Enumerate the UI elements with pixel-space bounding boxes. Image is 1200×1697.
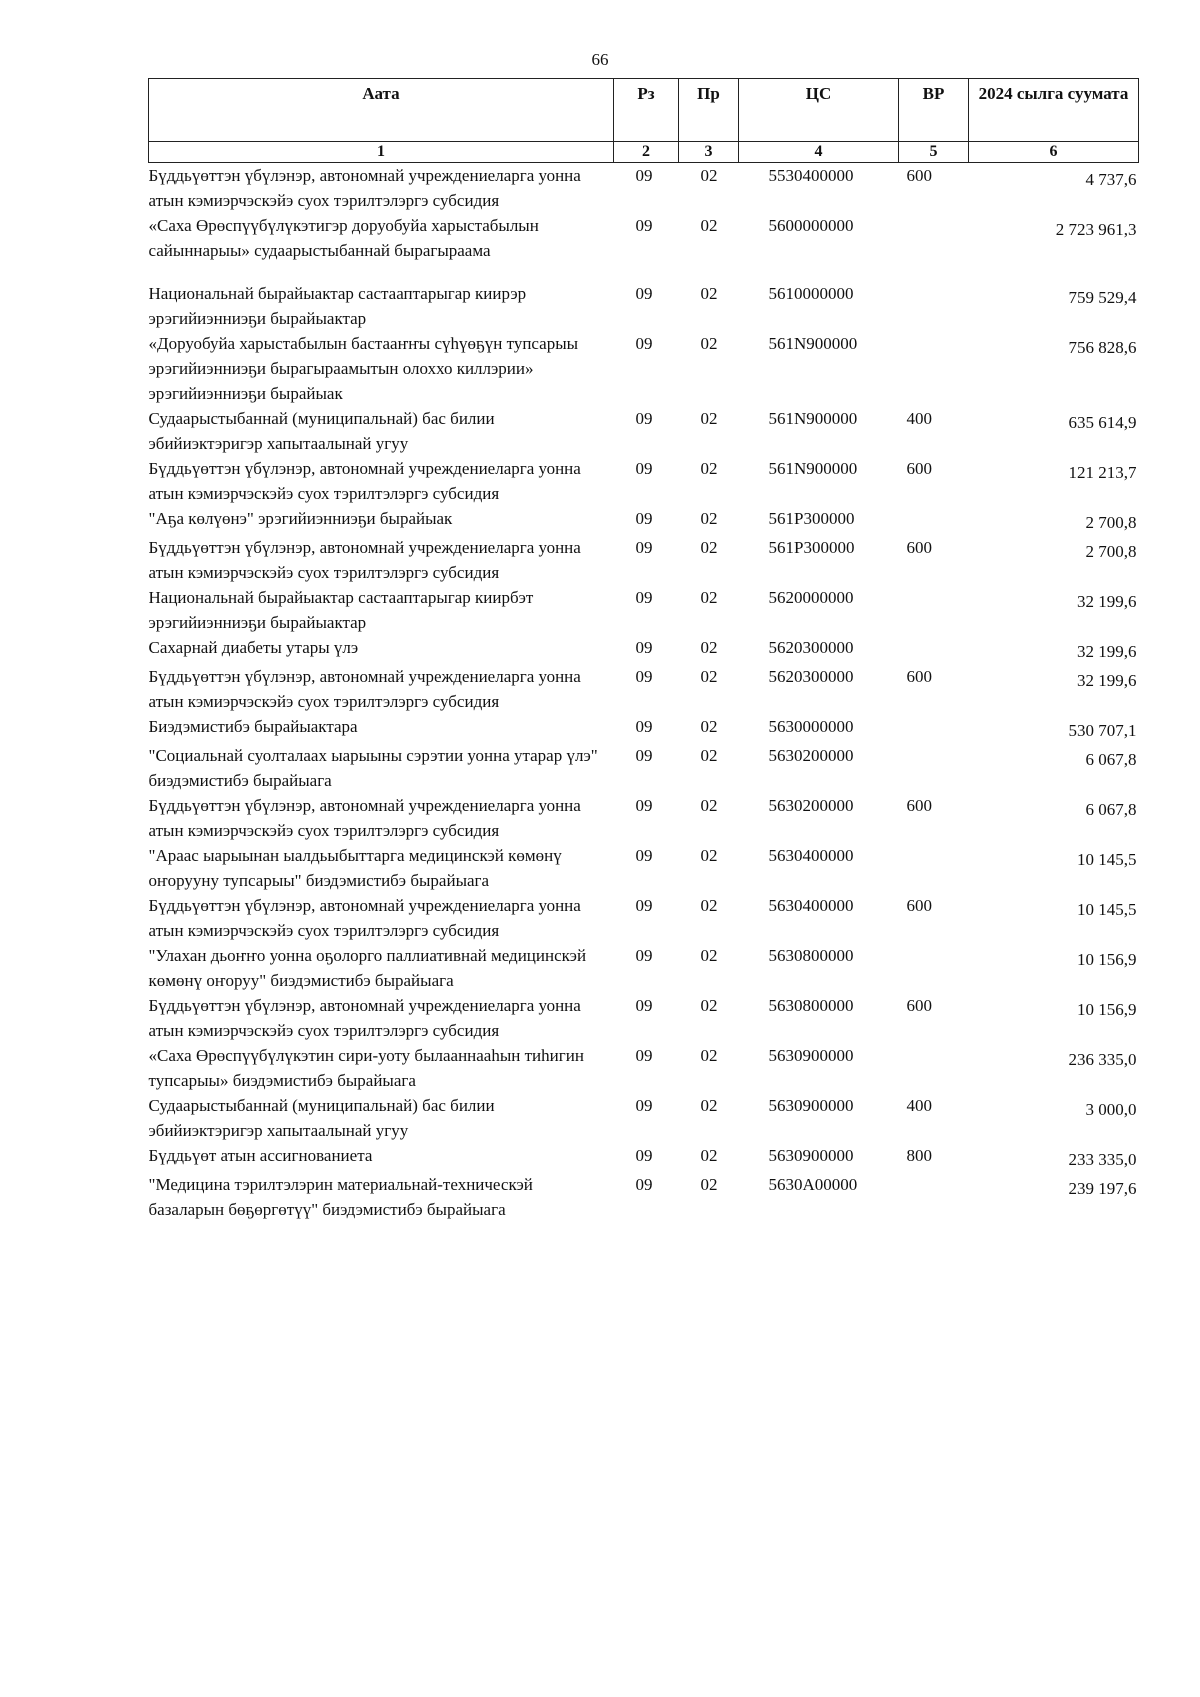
column-number: 4 bbox=[739, 142, 899, 163]
row-amount: 32 199,6 bbox=[1077, 670, 1137, 690]
row-name: «Саха Өрөспүүбүлүкэтин сири-уоту былааннааһын тиһигин тупсарыы» биэдэмистибэ бырайыага bbox=[148, 1045, 584, 1090]
row-rz: 09 bbox=[635, 283, 653, 303]
row-cs: 5620300000 bbox=[768, 666, 854, 686]
row-cs: 5630000000 bbox=[768, 716, 854, 736]
column-number: 6 bbox=[969, 142, 1139, 163]
row-pr: 02 bbox=[700, 408, 718, 428]
row-rz: 09 bbox=[635, 716, 653, 736]
row-amount: 2 700,8 bbox=[1085, 541, 1137, 561]
row-amount: 635 614,9 bbox=[1068, 412, 1137, 432]
row-amount: 3 000,0 bbox=[1085, 1099, 1137, 1119]
table-row bbox=[149, 893, 1139, 943]
row-rz: 09 bbox=[635, 537, 653, 557]
row-amount: 121 213,7 bbox=[1068, 462, 1137, 482]
row-pr: 02 bbox=[700, 666, 718, 686]
row-cs: 5610000000 bbox=[768, 283, 854, 303]
row-cs: 561P300000 bbox=[768, 537, 855, 557]
row-vr bbox=[899, 213, 969, 281]
row-pr: 02 bbox=[700, 587, 718, 607]
row-rz: 09 bbox=[635, 745, 653, 765]
header-pr: Пр bbox=[679, 79, 739, 142]
row-rz: 09 bbox=[635, 408, 653, 428]
table-row bbox=[149, 943, 1139, 993]
row-pr: 02 bbox=[700, 537, 718, 557]
row-name: Бүддьүөттэн үбүлэнэр, автономнай учреждениеларга уонна атын кэмиэрчэскэйэ суох тэрилтэлэргэ субсидия bbox=[148, 537, 581, 582]
row-rz: 09 bbox=[635, 637, 653, 657]
row-vr: 400 bbox=[906, 408, 932, 428]
table-row bbox=[149, 506, 1139, 535]
row-pr: 02 bbox=[700, 283, 718, 303]
table-row bbox=[149, 743, 1139, 793]
row-vr bbox=[899, 281, 969, 331]
table-row bbox=[149, 1143, 1139, 1172]
header-vr: ВР bbox=[899, 79, 969, 142]
row-name: Бүддьүөт атын ассигнованиета bbox=[148, 1145, 373, 1165]
budget-table bbox=[148, 78, 1139, 1222]
page-number: 66 bbox=[591, 50, 609, 69]
row-vr: 800 bbox=[906, 1145, 932, 1165]
row-pr: 02 bbox=[700, 1174, 718, 1194]
row-pr: 02 bbox=[700, 165, 718, 185]
row-rz: 09 bbox=[635, 1095, 653, 1115]
row-amount: 2 723 961,3 bbox=[1055, 219, 1137, 239]
row-vr: 600 bbox=[906, 458, 932, 478]
row-rz: 09 bbox=[635, 587, 653, 607]
row-vr: 600 bbox=[906, 165, 932, 185]
table-row bbox=[149, 1043, 1139, 1093]
row-rz: 09 bbox=[635, 1145, 653, 1165]
row-name: Судаарыстыбаннай (муниципальнай) бас билии эбийиэктэригэр хапытаалынай угуу bbox=[148, 408, 495, 453]
table-row bbox=[149, 535, 1139, 585]
header-cs: ЦС bbox=[739, 79, 899, 142]
header-amount: 2024 сылга суумата bbox=[969, 79, 1139, 142]
row-name: "Араас ыарыынан ыалдьыбыттарга медицинскэй көмөнү оҥорууну тупсарыы" биэдэмистибэ бырайыага bbox=[148, 845, 562, 890]
row-rz: 09 bbox=[635, 215, 653, 235]
row-rz: 09 bbox=[635, 945, 653, 965]
row-name: Судаарыстыбаннай (муниципальнай) бас билии эбийиэктэригэр хапытаалынай угуу bbox=[148, 1095, 495, 1140]
row-amount: 4 737,6 bbox=[1085, 169, 1137, 189]
row-rz: 09 bbox=[635, 165, 653, 185]
row-amount: 6 067,8 bbox=[1085, 799, 1137, 819]
row-vr bbox=[899, 1172, 969, 1222]
row-pr: 02 bbox=[700, 716, 718, 736]
row-cs: 5630800000 bbox=[768, 945, 854, 965]
table-row bbox=[149, 1172, 1139, 1222]
row-vr: 600 bbox=[906, 537, 932, 557]
row-amount: 2 700,8 bbox=[1085, 512, 1137, 532]
row-name: Сахарнай диабеты утары үлэ bbox=[148, 637, 359, 657]
row-pr: 02 bbox=[700, 1145, 718, 1165]
row-rz: 09 bbox=[635, 458, 653, 478]
row-rz: 09 bbox=[635, 1174, 653, 1194]
row-rz: 09 bbox=[635, 666, 653, 686]
row-vr: 600 bbox=[906, 795, 932, 815]
row-amount: 236 335,0 bbox=[1068, 1049, 1137, 1069]
row-amount: 239 197,6 bbox=[1068, 1178, 1137, 1198]
row-rz: 09 bbox=[635, 1045, 653, 1065]
row-pr: 02 bbox=[700, 508, 718, 528]
row-rz: 09 bbox=[635, 845, 653, 865]
table-row bbox=[149, 406, 1139, 456]
row-vr: 400 bbox=[906, 1095, 932, 1115]
row-name: Бүддьүөттэн үбүлэнэр, автономнай учреждениеларга уонна атын кэмиэрчэскэйэ суох тэрилтэлэргэ субсидия bbox=[148, 458, 581, 503]
header-rz: Рз bbox=[614, 79, 679, 142]
row-cs: 561N900000 bbox=[768, 408, 858, 428]
row-amount: 756 828,6 bbox=[1068, 337, 1137, 357]
row-name: Биэдэмистибэ бырайыактара bbox=[148, 716, 358, 736]
row-vr bbox=[899, 506, 969, 535]
row-rz: 09 bbox=[635, 995, 653, 1015]
row-rz: 09 bbox=[635, 508, 653, 528]
row-pr: 02 bbox=[700, 895, 718, 915]
row-name: "Аҕа көлүөнэ" эрэгийиэнниэҕи бырайыак bbox=[148, 508, 453, 528]
row-vr: 600 bbox=[906, 895, 932, 915]
row-name: Бүддьүөттэн үбүлэнэр, автономнай учреждениеларга уонна атын кэмиэрчэскэйэ суох тэрилтэлэргэ субсидия bbox=[148, 995, 581, 1040]
row-name: «Саха Өрөспүүбүлүкэтигэр доруобуйа харыстабылын сайыннарыы» судаарыстыбаннай бырагыраама bbox=[148, 215, 539, 260]
row-cs: 5620000000 bbox=[768, 587, 854, 607]
table-row bbox=[149, 213, 1139, 281]
row-amount: 759 529,4 bbox=[1068, 287, 1137, 307]
row-cs: 5530400000 bbox=[768, 165, 854, 185]
row-cs: 561N900000 bbox=[768, 458, 858, 478]
table-row bbox=[149, 714, 1139, 743]
row-name: "Социальнай суолталаах ыарыыны сэрэтии уонна утарар үлэ" биэдэмистибэ бырайыага bbox=[148, 745, 598, 790]
row-vr: 600 bbox=[906, 666, 932, 686]
row-amount: 6 067,8 bbox=[1085, 749, 1137, 769]
table-row bbox=[149, 281, 1139, 331]
row-cs: 5630900000 bbox=[768, 1045, 854, 1065]
row-cs: 5630400000 bbox=[768, 845, 854, 865]
row-cs: 5630800000 bbox=[768, 995, 854, 1015]
row-vr bbox=[899, 331, 969, 406]
row-pr: 02 bbox=[700, 1095, 718, 1115]
row-vr bbox=[899, 1043, 969, 1093]
row-pr: 02 bbox=[700, 1045, 718, 1065]
row-pr: 02 bbox=[700, 795, 718, 815]
table-row bbox=[149, 585, 1139, 635]
row-name: "Улахан дьоҥҥо уонна оҕолорго паллиативнай медицинскэй көмөнү оҥоруу" биэдэмистибэ бырайыага bbox=[148, 945, 587, 990]
header-name: Аата bbox=[149, 79, 614, 142]
row-name: Бүддьүөттэн үбүлэнэр, автономнай учреждениеларга уонна атын кэмиэрчэскэйэ суох тэрилтэлэргэ субсидия bbox=[148, 165, 581, 210]
table-row bbox=[149, 635, 1139, 664]
row-pr: 02 bbox=[700, 995, 718, 1015]
row-amount: 10 145,5 bbox=[1077, 849, 1137, 869]
row-amount: 32 199,6 bbox=[1077, 641, 1137, 661]
column-number: 5 bbox=[899, 142, 969, 163]
column-number: 2 bbox=[614, 142, 679, 163]
row-cs: 561P300000 bbox=[768, 508, 855, 528]
row-cs: 5600000000 bbox=[768, 215, 854, 235]
column-number-row bbox=[149, 142, 1139, 163]
row-amount: 233 335,0 bbox=[1068, 1149, 1137, 1169]
table-row bbox=[149, 1093, 1139, 1143]
row-amount: 530 707,1 bbox=[1068, 720, 1137, 740]
row-pr: 02 bbox=[700, 458, 718, 478]
row-amount: 32 199,6 bbox=[1077, 591, 1137, 611]
row-rz: 09 bbox=[635, 333, 653, 353]
row-cs: 5630900000 bbox=[768, 1095, 854, 1115]
row-vr bbox=[899, 743, 969, 793]
row-cs: 5630А00000 bbox=[768, 1174, 858, 1194]
row-name: Национальнай бырайыактар састааптарыгар киирбэт эрэгийиэнниэҕи бырайыактар bbox=[148, 587, 534, 632]
row-vr bbox=[899, 843, 969, 893]
row-cs: 5630400000 bbox=[768, 895, 854, 915]
table-row bbox=[149, 162, 1139, 213]
table-row bbox=[149, 664, 1139, 714]
table-row bbox=[149, 843, 1139, 893]
row-name: Бүддьүөттэн үбүлэнэр, автономнай учреждениеларга уонна атын кэмиэрчэскэйэ суох тэрилтэлэргэ субсидия bbox=[148, 895, 581, 940]
row-name: Бүддьүөттэн үбүлэнэр, автономнай учреждениеларга уонна атын кэмиэрчэскэйэ суох тэрилтэлэргэ субсидия bbox=[148, 666, 581, 711]
row-amount: 10 156,9 bbox=[1077, 999, 1137, 1019]
row-name: "Медицина тэрилтэлэрин материальнай-техническэй базаларын бөҕөргөтүү" биэдэмистибэ бырайыага bbox=[148, 1174, 533, 1219]
row-amount: 10 145,5 bbox=[1077, 899, 1137, 919]
row-cs: 5630200000 bbox=[768, 795, 854, 815]
row-vr: 600 bbox=[906, 995, 932, 1015]
table-header-row bbox=[149, 79, 1139, 142]
row-pr: 02 bbox=[700, 637, 718, 657]
row-rz: 09 bbox=[635, 895, 653, 915]
row-pr: 02 bbox=[700, 745, 718, 765]
row-cs: 5630200000 bbox=[768, 745, 854, 765]
table-row bbox=[149, 456, 1139, 506]
row-name: «Доруобуйа харыстабылын бастааҥҥы сүһүөҕүн тупсарыы эрэгийиэнниэҕи бырагыраамытын олоххо киллэрии» эрэгийиэнниэҕи бырайыак bbox=[148, 333, 579, 403]
table-body bbox=[149, 162, 1139, 1222]
table-row bbox=[149, 793, 1139, 843]
table-row bbox=[149, 331, 1139, 406]
row-vr bbox=[899, 714, 969, 743]
column-number: 1 bbox=[149, 142, 614, 163]
table-row bbox=[149, 993, 1139, 1043]
row-cs: 5630900000 bbox=[768, 1145, 854, 1165]
row-pr: 02 bbox=[700, 215, 718, 235]
column-number: 3 bbox=[679, 142, 739, 163]
row-pr: 02 bbox=[700, 945, 718, 965]
row-vr bbox=[899, 635, 969, 664]
row-vr bbox=[899, 585, 969, 635]
row-pr: 02 bbox=[700, 333, 718, 353]
row-amount: 10 156,9 bbox=[1077, 949, 1137, 969]
row-name: Национальнай бырайыактар састааптарыгар киирэр эрэгийиэнниэҕи бырайыактар bbox=[148, 283, 527, 328]
row-rz: 09 bbox=[635, 795, 653, 815]
row-cs: 5620300000 bbox=[768, 637, 854, 657]
row-pr: 02 bbox=[700, 845, 718, 865]
row-name: Бүддьүөттэн үбүлэнэр, автономнай учреждениеларга уонна атын кэмиэрчэскэйэ суох тэрилтэлэргэ субсидия bbox=[148, 795, 581, 840]
row-cs: 561N900000 bbox=[768, 333, 858, 353]
row-vr bbox=[899, 943, 969, 993]
